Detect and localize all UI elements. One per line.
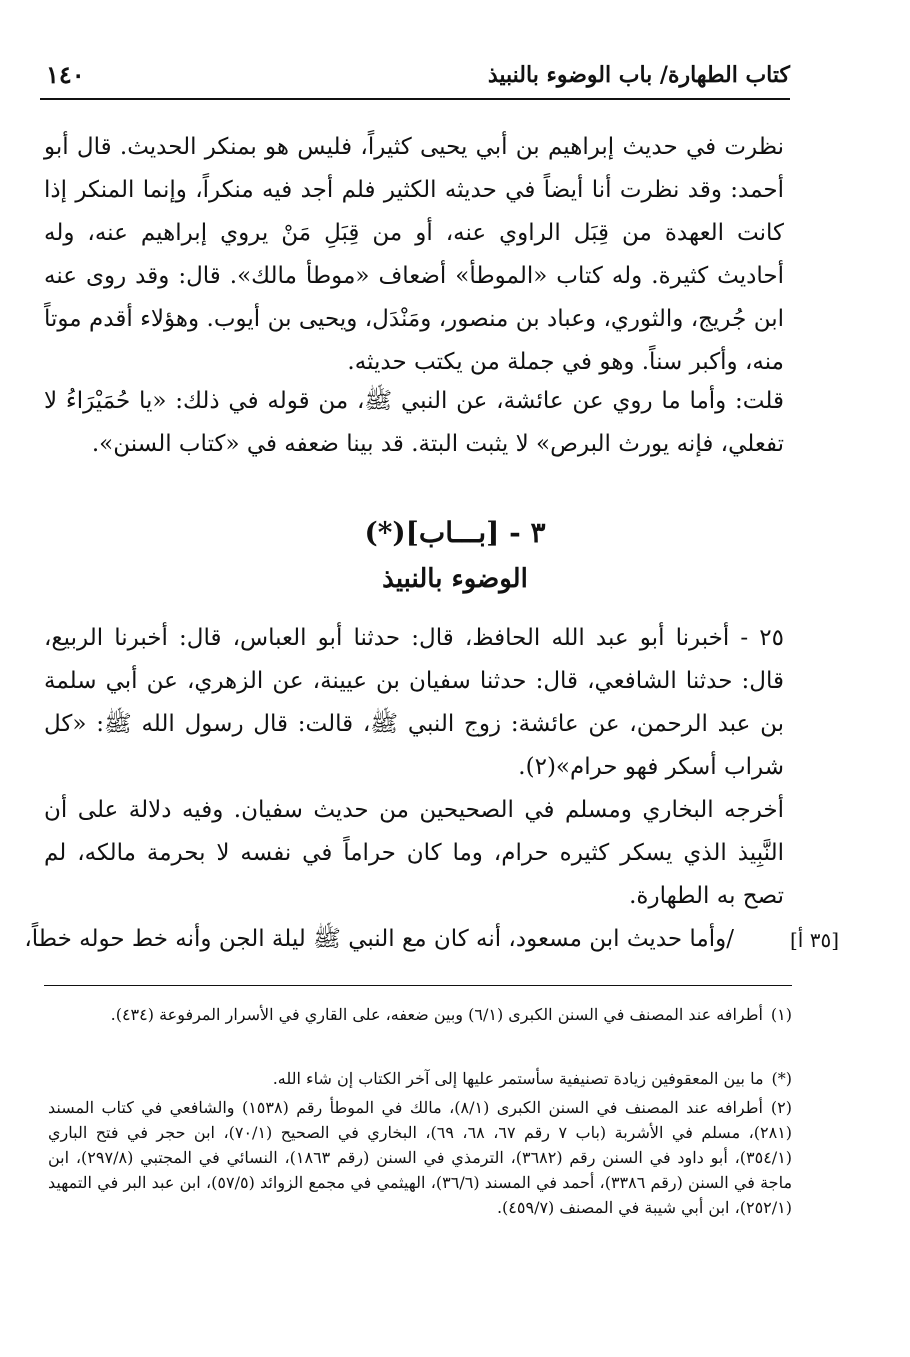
footnote-text: أطرافه عند المصنف في السنن الكبرى (٦/١) وبين ضعفه، على القاري في الأسرار المرفوعة (٤٣٤). xyxy=(110,1005,763,1024)
header-title: كتاب الطهارة/ باب الوضوء بالنبيذ xyxy=(487,62,790,88)
footnote-divider xyxy=(44,985,792,986)
footnote-2 xyxy=(48,1095,792,1220)
footnote-text: ما بين المعقوفين زيادة تصنيفية سأستمر عليها إلى آخر الكتاب إن شاء الله. xyxy=(272,1069,764,1088)
footnote-marker: (*) xyxy=(771,1069,792,1088)
footnote-text: أطرافه عند المصنف في السنن الكبرى (٨/١)، مالك في الموطأ رقم (١٥٣٨) والشافعي في كتاب المسند (٢٨١)، مسلم في الأشربة (باب ٧ رقم ٦٧، ٦٨، ٦٩)، البخاري في الصحيح (٧٠/١)، ابن حجر في فتح الباري (٣٥٤/١)، أبو داود في السنن رقم (٣٦٨٢)، الترمذي في السنن (رقم ١٨٦٣)، النسائي في المجتبي (٢٩٧/٨)، ابن ماجة في السنن (رقم ٣٣٨٦)، أحمد في المسند (٣٦/٦)، الهيثمي في مجمع الزوائد (٥٧/٥)، ابن عبد البر في التمهيد (٢٥٢/١)، ابن أبي شيبة في المصنف (٤٥٩/٧). xyxy=(48,1098,793,1217)
chapter-subtitle: الوضوء بالنبيذ xyxy=(382,564,528,594)
footnote-marker: (٢) xyxy=(770,1098,793,1117)
running-header xyxy=(40,58,790,100)
ibn-masud-line: /وأما حديث ابن مسعود، أنه كان مع النبي ﷺ ليلة الجن وأنه خط حوله خطاً، xyxy=(24,926,734,952)
paragraph-aisha-narration: قلت: وأما ما روي عن عائشة، عن النبي ﷺ، من قوله في ذلك: «يا حُمَيْرَاءُ لا تفعلي، فإنه يورث البرص» لا يثبت البتة. قد بينا ضعفه في «كتاب السنن». xyxy=(44,388,784,457)
hadith-25-paragraph: ٢٥ - أخبرنا أبو عبد الله الحافظ، قال: حدثنا أبو العباس، قال: أخبرنا الربيع، قال: حدثنا الشافعي، قال: حدثنا سفيان بن عيينة، عن الزهري، عن أبي سلمة بن عبد الرحمن، عن عائشة: زوج النبي ﷺ، قالت: قال رسول الله ﷺ: «كل شراب أسكر فهو حرام»(٢). xyxy=(44,625,784,780)
footnote-marker: (١) xyxy=(770,1005,792,1024)
chapter-heading: ٣ - [بـــاب](*) xyxy=(364,516,546,549)
footnote-asterisk xyxy=(48,1066,792,1091)
margin-folio-reference: [٣٥ أ] xyxy=(790,928,840,952)
commentary-paragraph: أخرجه البخاري ومسلم في الصحيحين من حديث سفيان. وفيه دلالة على أن النَّبِيذ الذي يسكر كثيره حرام، وما كان حراماً في نفسه لا بحرمة مالكه، لم تصح به الطهارة. xyxy=(44,797,784,909)
paragraph-ibrahim-narration: نظرت في حديث إبراهيم بن أبي يحيى كثيراً، فليس هو بمنكر الحديث. قال أبو أحمد: وقد نظرت أنا أيضاً في حديثه الكثير فلم أجد فيه منكراً، وإنما المنكر إذا كانت العهدة من قِبَل الراوي عنه، أو من قِبَلِ مَنْ يروي إبراهيم عنه، وله أحاديث كثيرة. وله كتاب «الموطأ» أضعاف «موطأ مالك». قال: وقد روى عنه ابن جُريج، والثوري، وعباد بن منصور، ومَنْدَل، ويحيى بن أيوب. وهؤلاء أقدم موتاً منه، وأكبر سناً. وهو في جملة من يكتب حديثه. xyxy=(44,134,784,375)
page-number: ١٤٠ xyxy=(46,60,85,89)
footnote-1 xyxy=(48,1002,792,1027)
